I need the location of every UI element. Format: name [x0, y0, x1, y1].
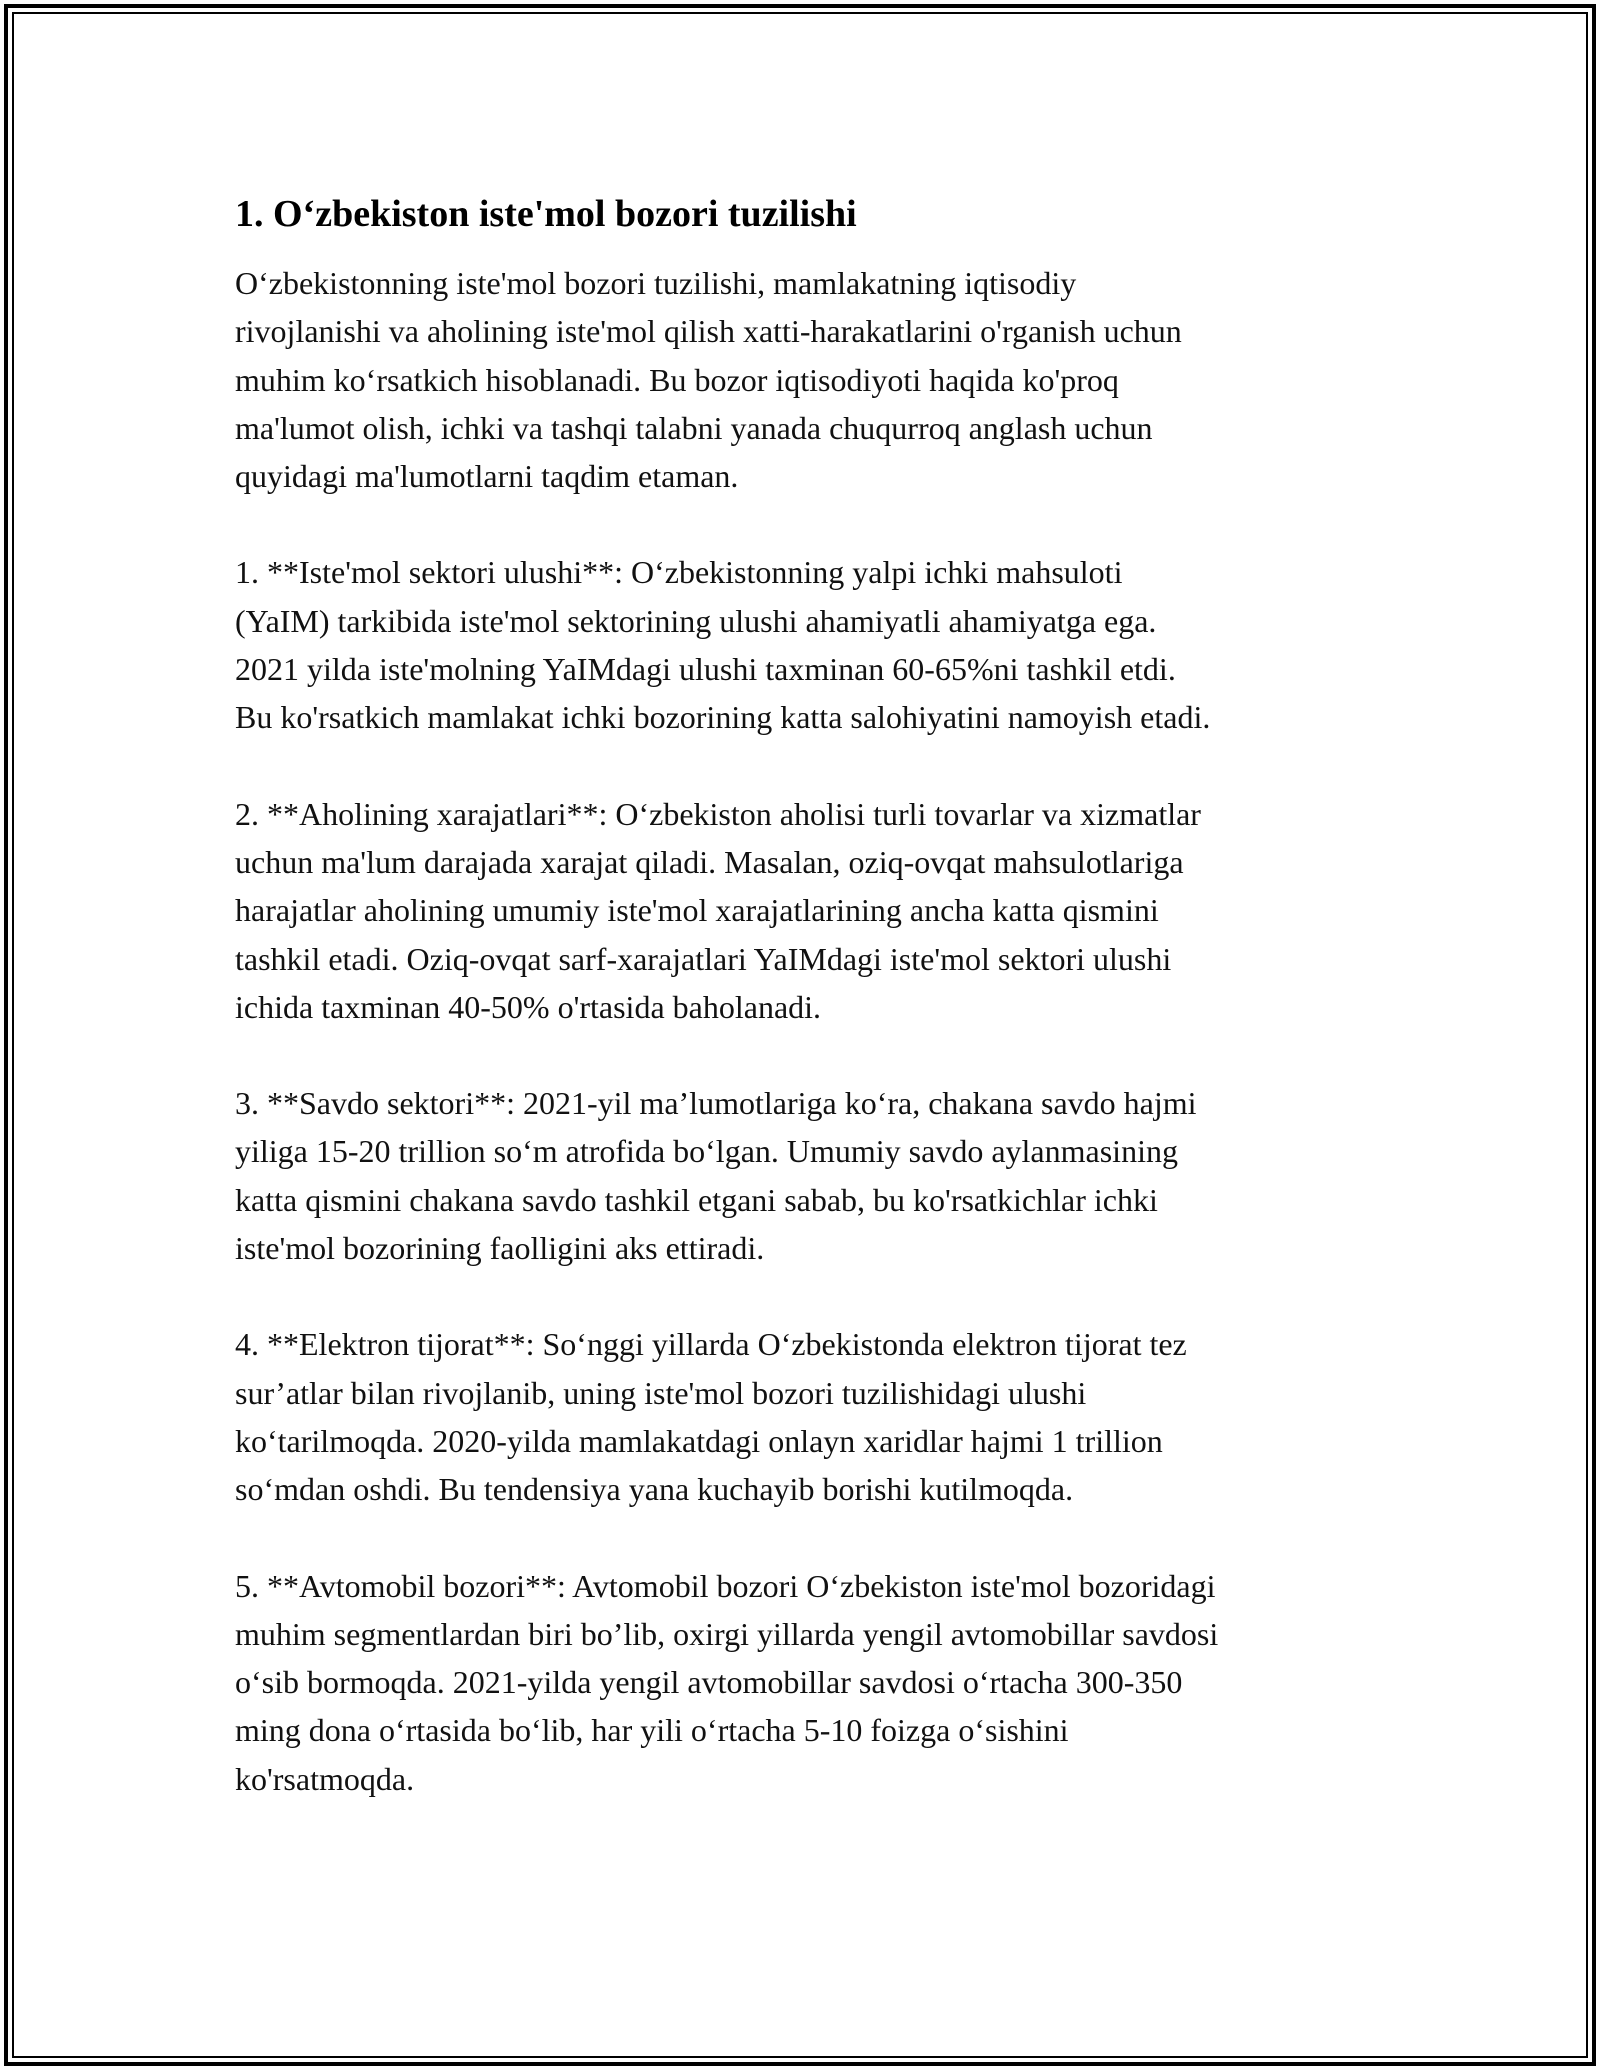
paragraph-e-commerce: 4. **Elektron tijorat**: So‘nggi yillarda O‘zbekistonda elektron tijorat tez sur’atlar bilan rivojlanib, uning iste'mol bozori tuzilishidagi ulushi ko‘tarilmoqda. 2020-yilda mamlakatdagi onlayn xaridlar hajmi 1 trillion so‘mdan oshdi. Bu tendensiya yana kuchayib borishi kutilmoqda.: [235, 1326, 1187, 1508]
paragraph-automobile-market: 5. **Avtomobil bozori**: Avtomobil bozori O‘zbekiston iste'mol bozoridagi muhim segmentlardan biri bo’lib, oxirgi yillarda yengil avtomobillar savdosi o‘sib bormoqda. 2021-yilda yengil avtomobillar savdosi o‘rtacha 300-350 ming dona o‘rtasida bo‘lib, har yili o‘rtacha 5-10 foizga o‘sishini ko'rsatmoqda.: [235, 1567, 1219, 1797]
document-title: 1. O‘zbekiston iste'mol bozori tuzilishi: [235, 193, 857, 235]
paragraph-population-expenses: 2. **Aholining xarajatlari**: O‘zbekiston aholisi turli tovarlar va xizmatlar uchun ma'lum darajada xarajat qiladi. Masalan, oziq-ovqat mahsulotlariga harajatlar aholining umumiy iste'mol xarajatlarining ancha katta qismini tashkil etadi. Oziq-ovqat sarf-xarajatlari YaIMdagi iste'mol sektori ulushi ichida taxminan 40-50% o'rtasida baholanadi.: [235, 795, 1201, 1025]
document-body: [235, 185, 1400, 1803]
paragraph-trade-sector: 3. **Savdo sektori**: 2021-yil ma’lumotlariga ko‘ra, chakana savdo hajmi yiliga 15-20 trillion so‘m atrofida bo‘lgan. Umumiy savdo aylanmasining katta qismini chakana savdo tashkil etgani sabab, bu ko'rsatkichlar ichki iste'mol bozorining faolligini aks ettiradi.: [235, 1085, 1197, 1267]
paragraph-intro: O‘zbekistonning iste'mol bozori tuzilishi, mamlakatning iqtisodiy rivojlanishi va aholining iste'mol qilish xatti-harakatlarini o'rganish uchun muhim ko‘rsatkich hisoblanadi. Bu bozor iqtisodiyoti haqida ko'proq ma'lumot olish, ichki va tashqi talabni yanada chuqurroq anglash uchun quyidagi ma'lumotlarni taqdim etaman.: [235, 265, 1182, 495]
paragraph-consumer-sector-share: 1. **Iste'mol sektori ulushi**: O‘zbekistonning yalpi ichki mahsuloti (YaIM) tarkibida iste'mol sektorining ulushi ahamiyatli ahamiyatga ega. 2021 yilda iste'molning YaIMdagi ulushi taxminan 60-65%ni tashkil etdi. Bu ko'rsatkich mamlakat ichki bozorining katta salohiyatini namoyish etadi.: [235, 554, 1211, 736]
